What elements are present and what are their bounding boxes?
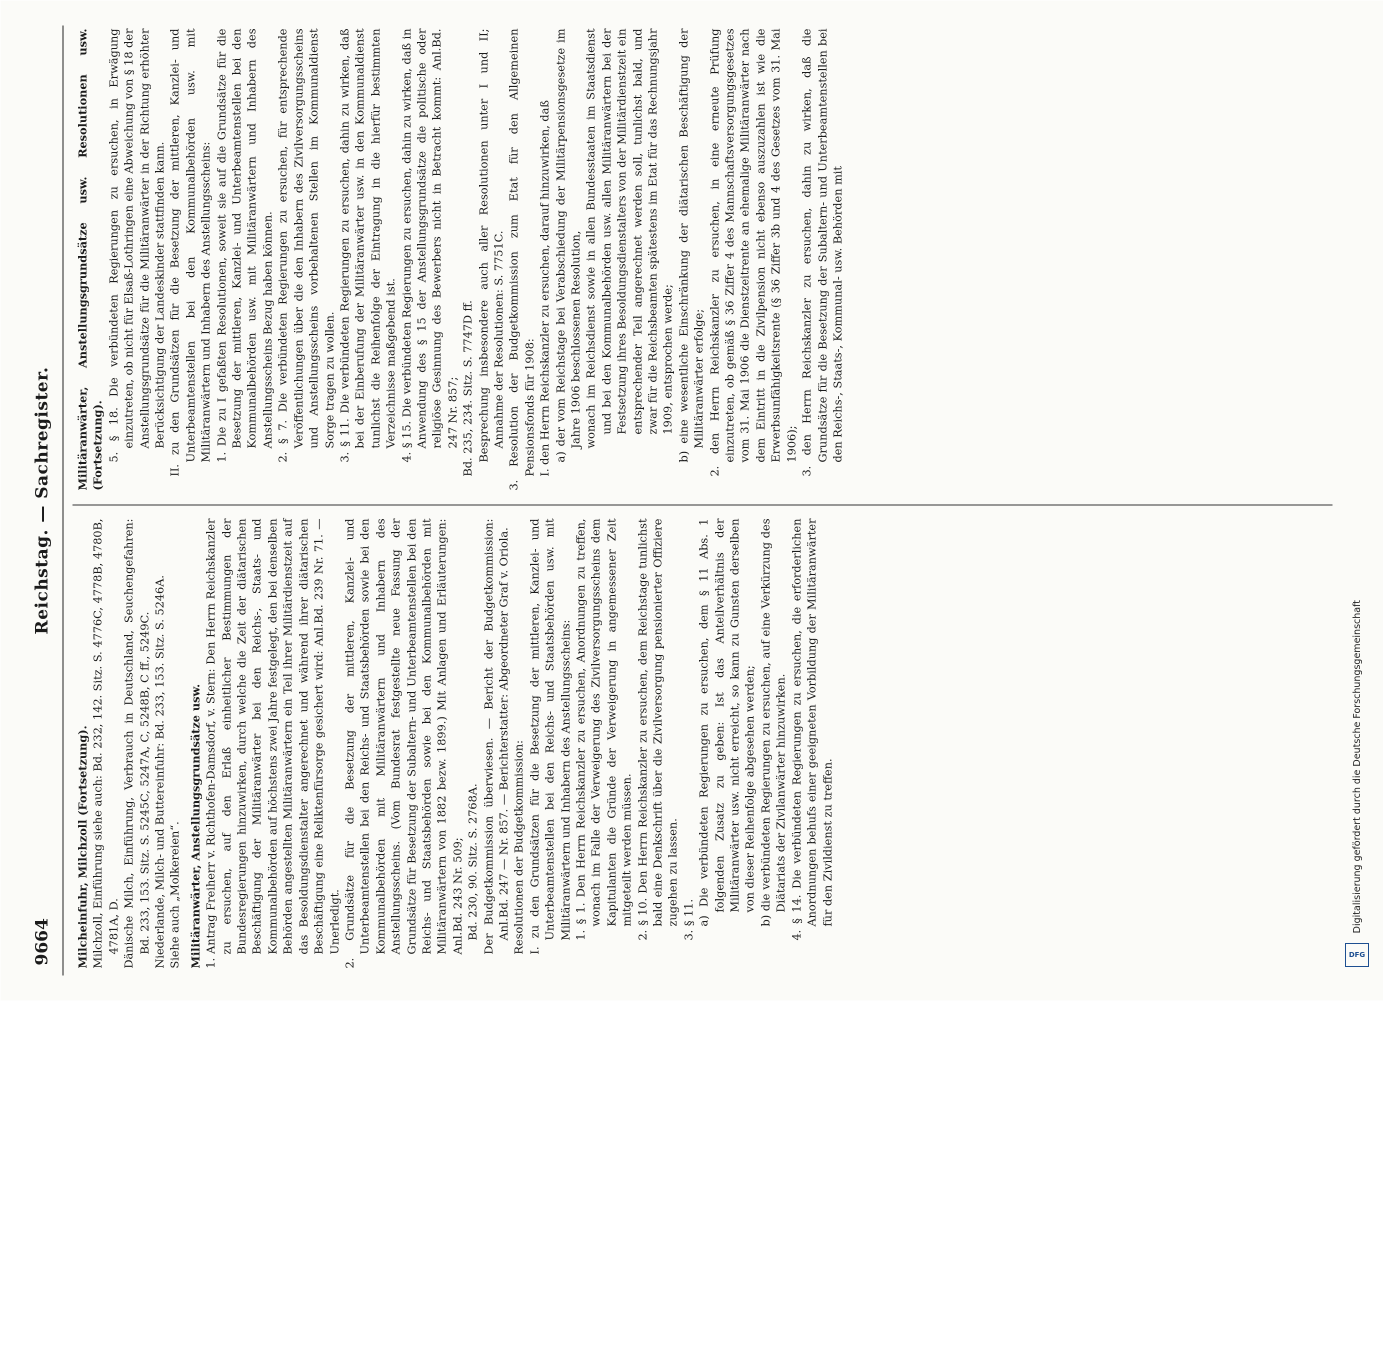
entry-paragraph: Besprechung insbesondere auch aller Resolutionen unter I und II; Annahme der Resolutionen: S. 7751C. [476, 28, 505, 462]
entry-paragraph: 1. Antrag Freiherr v. Richthofen-Damsdorf, v. Stern: Den Herrn Reichskanzler zu ersuchen, auf den Erlaß einheitlicher Bestimmungen der Bundesregierungen hinzuwirken, durch welche die Zeit der diätarischen Beschäftigung der Militäranwärter bei den Reichs-, Staats- und Kommunalbehörden auf höchstens zwei Jahre festgelegt, den bei denselben Behörden angestellten Militäranwärtern ein Teil ihrer Militärdienstzeit auf das Besoldungsdienstalter angerechnet und während ihrer diätarischen Beschäftigung eine Reliktenfürsorge gesichert wird: Anl.Bd. 239 Nr. 71. — Unerledigt. [204, 518, 341, 968]
entry-paragraph: Dänische Milch, Einführung, Verbrauch in Deutschland, Seuchengefahren: Bd. 233, 153. Sitz. S. 5245C, 5247A, C, 5248B, C ff., 5249C. [122, 518, 151, 968]
page-title: Reichstag. — Sachregister. [32, 366, 52, 634]
column-divider [72, 504, 1332, 505]
entry-paragraph: Resolutionen der Budgetkommission: [512, 739, 526, 954]
entry-paragraph: Der Budgetkommission überwiesen. — Bericht der Budgetkommission: Anl.Bd. 247 — Nr. 857. — Berichterstatter: Abgeordneter Graf v. Oriola. [481, 518, 510, 954]
entry-paragraph: 4. § 15. Die verbündeten Regierungen zu ersuchen, dahin zu wirken, daß in Anwendung des § 15 der Anstellungsgrundsätze die politische oder religiöse Gesinnung des Bewerbers nicht in Betracht kommt: Anl.Bd. 247 Nr. 857; [399, 28, 459, 462]
entry-paragraph: Milcheinfuhr, Milchzoll (Fortsetzung). [75, 724, 89, 968]
entry-paragraph: I. zu den Grundsätzen für die Besetzung der mittleren, Kanzlei- und Unterbeamtenstellen bei den Reichs- und Staatsbehörden usw. mit Militäranwärtern und Inhabern des Anstellungsscheins: [527, 518, 572, 954]
dfg-logo-icon: DFG [1345, 943, 1369, 967]
entry-paragraph: Militäranwärter, Anstellungsgrundsätze usw. Resolutionen usw. (Fortsetzung). [75, 28, 105, 490]
entry-paragraph: Niederlande, Milch- und Buttereinfuhr: Bd. 233, 153. Sitz. S. 5246A. [153, 574, 167, 968]
entry-paragraph: 2. § 7. Die verbündeten Regierungen zu ersuchen, für entsprechende Veröffentlichungen über die den Inhabern des Zivilversorgungsscheins und Anstellungsscheins vorbehaltenen Stellen im Kommunaldienst Sorge tragen zu wollen. [276, 28, 336, 462]
entry-paragraph: 2. Grundsätze für die Besetzung der mittleren, Kanzlei- und Unterbeamtenstellen bei den Reichs- und Staatsbehörden sowie bei den Kommunalbehörden mit Militäranwärtern und Inhabern des Anstellungsscheins. (Vom Bundesrat festgestellte neue Fassung der Grundsätze für Besetzung der Subaltern- und Unterbeamtenstellen bei den Reichs- und Staatsbehörden sowie bei den Kommunalbehörden mit Militäranwärtern von 1882 bezw. 1899.) Mit Anlagen und Erläuterungen: Anl.Bd. 243 Nr. 509; [342, 518, 464, 968]
entry-paragraph: I. den Herrn Reichskanzler zu ersuchen, darauf hinzuwirken, daß [538, 99, 552, 476]
entry-paragraph: wonach im Reichsdienst sowie in allen Bundesstaaten im Staatsdienst und bei den Kommunalbehörden usw. allen Militäranwärtern bei der Festsetzung ihres Besoldungsdienstalters von der Militärdienstzeit ein entsprechender Teil angerechnet werden soll, tunlichst bald, und zwar für die Reichsbeamten spätestens im Etat für das Rechnungsjahr 1909, entsprochen werde; [584, 28, 675, 448]
entry-paragraph: b) die verbündeten Regierungen zu ersuchen, auf eine Verkürzung des Diätariats der Zivilanwärter hinzuwirken. [758, 518, 788, 926]
page-number: 9664 [32, 917, 52, 965]
entry-paragraph: 3. § 11. [681, 898, 695, 940]
digitization-note: Digitalisierung gefördert durch die Deutsche Forschungsgemeinschaft [1351, 600, 1363, 934]
entry-paragraph: Bd. 235, 234. Sitz. S. 7747D ff. [461, 299, 475, 476]
digitization-credit [1342, 600, 1372, 1360]
entry-paragraph: Militäranwärter, Anstellungsgrundsätze usw. [187, 683, 202, 968]
entry-paragraph: Bd. 230, 90. Sitz. S. 2768A. [466, 782, 480, 940]
left-column [75, 518, 835, 968]
entry-paragraph: Milchzoll, Einführung siehe auch: Bd. 232, 142. Sitz. S. 4776C, 4778B, 4780B, 4781A, D. [91, 518, 120, 968]
entry-paragraph: 2. den Herrn Reichskanzler zu ersuchen, in eine erneute Prüfung einzutreten, ob gemäß § 36 Ziffer 4 des Mannschaftsversorgungsgesetzes vom 31. Mai 1906 die Dienstzeitrente an ehemalige Militäranwärter nach dem Eintritt in die Zivilpension nicht ebenso auszuzahlen ist wie die Erwerbsunfähigkeitsrente (§ 36 Ziffer 3b und 4 des Gesetzes vom 31. Mai 1906); [707, 28, 798, 476]
entry-paragraph: 4. § 14. Die verbündeten Regierungen zu ersuchen, die erforderlichen Anordnungen behufs einer geeigneten Vorbildung der Militäranwärter für den Zivildienst zu treffen. [789, 518, 834, 940]
entry-paragraph: II. zu den Grundsätzen für die Besetzung der mittleren, Kanzlei- und Unterbeamtenstellen bei den Kommunalbehörden usw. mit Militäranwärtern und Inhabern des Anstellungsscheins: [168, 28, 213, 476]
entry-paragraph: 5. § 18. Die verbündeten Regierungen zu ersuchen, in Erwägung einzutreten, ob nicht für Elsaß-Lothringen eine Abweichung von § 18 der Anstellungsgrundsätze für die Militäranwärter in der Richtung erhöhter Berücksichtigung der Landeskinder stattfinden kann. [106, 28, 167, 462]
entry-paragraph: 1. Die zu I gefaßten Resolutionen, soweit sie auf die Grundsätze für die Besetzung der mittleren, Kanzlei- und Unterbeamtenstellen bei den Kommunalbehörden usw. mit Militäranwärtern und Inhabern des Anstellungsscheins Bezug haben können. [214, 28, 274, 462]
right-column [75, 28, 845, 490]
entry-paragraph: 3. § 11. Die verbündeten Regierungen zu ersuchen, dahin zu wirken, daß bei der Einberufung der Militäranwärter usw. in den Kommunaldienst tunlichst die Reihenfolge der Eintragung in die hierfür bestimmten Verzeichnisse maßgebend ist. [337, 28, 398, 462]
entry-paragraph: b) eine wesentliche Einschränkung der diätarischen Beschäftigung der Militäranwärter erfolge; [676, 28, 706, 462]
entry-paragraph: Siehe auch „Molkereien“. [168, 820, 182, 968]
header-rule [62, 25, 63, 975]
entry-paragraph: a) der vom Reichstage bei Verabschiedung der Militärpensionsgesetze im Jahre 1906 beschlossenen Resolution, [553, 28, 582, 462]
entry-paragraph: 3. Resolution der Budgetkommission zum Etat für den Allgemeinen Pensionsfonds für 1908: [507, 28, 536, 490]
entry-paragraph: 2. § 10. Den Herrn Reichskanzler zu ersuchen, dem Reichstage tunlichst bald eine Denkschrift über die Zivilversorgung pensionierter Offiziere zugehen zu lassen. [635, 518, 680, 940]
entry-paragraph: 3. den Herrn Reichskanzler zu ersuchen, dahin zu wirken, daß die Grundsätze für die Besetzung der Subaltern- und Unterbeamtenstellen bei den Reichs-, Staats-, Kommunal- usw. Behörden mit [800, 28, 844, 476]
entry-paragraph: 1. § 1. Den Herrn Reichskanzler zu ersuchen, Anordnungen zu treffen, wonach im Falle der Verweigerung des Zivilversorgungsscheins dem Kapitulanten die Gründe der Verweigerung in angemessener Zeit mitgeteilt werden müssen. [574, 518, 634, 940]
entry-paragraph: a) Die verbündeten Regierungen zu ersuchen, dem § 11 Abs. 1 folgenden Zusatz zu geben: Ist das Anteilverhältnis der Militäranwärter usw. nicht erreicht, so kann zu Gunsten derselben von dieser Reihenfolge abgesehen werden; [697, 518, 757, 926]
